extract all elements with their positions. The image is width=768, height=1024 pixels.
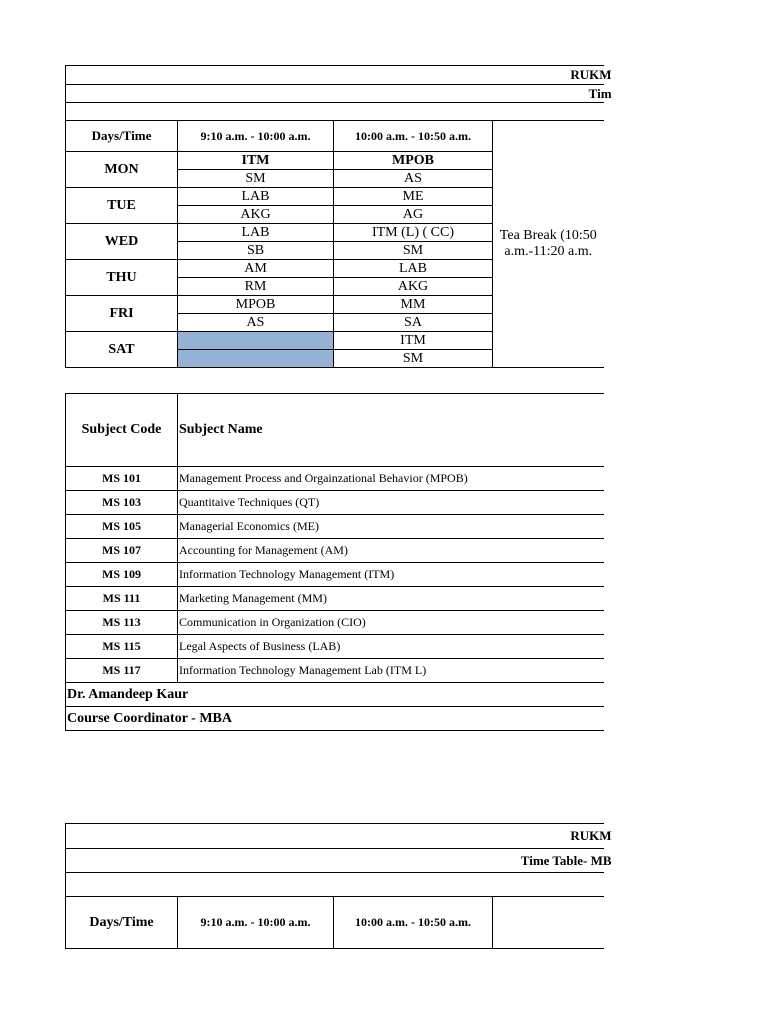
slot-cell: ME (334, 188, 493, 206)
subject-code: MS 115 (66, 635, 178, 659)
signatory-name: Dr. Amandeep Kaur (66, 683, 604, 707)
subject-code: MS 107 (66, 539, 178, 563)
header-slot-1: 9:10 a.m. - 10:00 a.m. (178, 897, 334, 949)
subject-name: Managerial Economics (ME) (178, 515, 604, 539)
slot-cell: ITM (334, 332, 493, 350)
header-slot-1: 9:10 a.m. - 10:00 a.m. (178, 121, 334, 152)
tea-break-cell (493, 897, 604, 949)
day-mon: MON (66, 152, 178, 188)
empty-slot-cell (178, 332, 334, 350)
slot-cell: MM (334, 296, 493, 314)
slot-cell: AG (334, 206, 493, 224)
subject-code: MS 101 (66, 467, 178, 491)
subject-code: MS 105 (66, 515, 178, 539)
blank-row (66, 873, 604, 897)
subjects-table (65, 393, 603, 728)
slot-cell: SM (178, 170, 334, 188)
day-fri: FRI (66, 296, 178, 332)
subject-name: Information Technology Management (ITM) (178, 563, 604, 587)
header-days-time: Days/Time (66, 121, 178, 152)
timetable-subtitle: Tim (66, 85, 604, 103)
header-slot-2: 10:00 a.m. - 10:50 a.m. (334, 897, 493, 949)
subject-code: MS 117 (66, 659, 178, 683)
slot-cell: AS (178, 314, 334, 332)
timetable-title: RUKM (66, 66, 604, 85)
slot-cell: SM (334, 350, 493, 368)
timetable-title: RUKM (66, 824, 604, 849)
subject-name: Quantitaive Techniques (QT) (178, 491, 604, 515)
subject-name: Legal Aspects of Business (LAB) (178, 635, 604, 659)
slot-cell: MPOB (334, 152, 493, 170)
subject-name: Accounting for Management (AM) (178, 539, 604, 563)
day-sat: SAT (66, 332, 178, 368)
empty-slot-cell (178, 350, 334, 368)
timetable-1 (65, 65, 612, 370)
slot-cell: ITM (L) ( CC) (334, 224, 493, 242)
day-tue: TUE (66, 188, 178, 224)
slot-cell: LAB (334, 260, 493, 278)
subject-name: Information Technology Management Lab (ITM L) (178, 659, 604, 683)
day-wed: WED (66, 224, 178, 260)
timetable-subtitle: Time Table- MB (66, 849, 604, 873)
subject-name: Communication in Organization (CIO) (178, 611, 604, 635)
slot-cell: MPOB (178, 296, 334, 314)
subject-code: MS 111 (66, 587, 178, 611)
subject-name: Management Process and Orgainzational Behavior (MPOB) (178, 467, 604, 491)
timetable-2 (65, 823, 612, 947)
header-days-time: Days/Time (66, 897, 178, 949)
slot-cell: SM (334, 242, 493, 260)
slot-cell: AS (334, 170, 493, 188)
subject-code: MS 109 (66, 563, 178, 587)
slot-cell: LAB (178, 188, 334, 206)
signatory-title: Course Coordinator - MBA (66, 707, 604, 731)
header-subject-name: Subject Name (178, 394, 604, 467)
slot-cell: SB (178, 242, 334, 260)
subject-code: MS 113 (66, 611, 178, 635)
header-subject-code: Subject Code (66, 394, 178, 467)
blank-row (66, 103, 604, 121)
subject-code: MS 103 (66, 491, 178, 515)
header-slot-2: 10:00 a.m. - 10:50 a.m. (334, 121, 493, 152)
slot-cell: ITM (178, 152, 334, 170)
day-thu: THU (66, 260, 178, 296)
slot-cell: AKG (178, 206, 334, 224)
slot-cell: AM (178, 260, 334, 278)
subject-name: Marketing Management (MM) (178, 587, 604, 611)
slot-cell: AKG (334, 278, 493, 296)
slot-cell: RM (178, 278, 334, 296)
slot-cell: SA (334, 314, 493, 332)
slot-cell: LAB (178, 224, 334, 242)
tea-break-cell: Tea Break (10:50 a.m.-11:20 a.m. (493, 121, 604, 368)
